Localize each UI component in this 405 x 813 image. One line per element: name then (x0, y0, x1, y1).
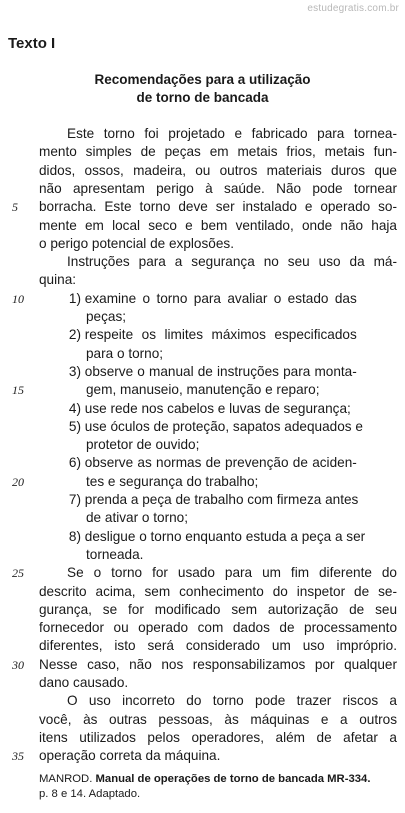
text-line: Este torno foi projetado e fabricado para tornea- (67, 126, 397, 141)
list-item-continuation: gem, manuseio, manutenção e reparo; (86, 382, 320, 398)
list-item-text: use rede nos cabelos e luvas de segurança; (84, 400, 351, 416)
source-pages: p. 8 e 14. Adaptado. (39, 788, 141, 800)
source-author: MANROD. (39, 773, 93, 785)
list-item (39, 326, 397, 344)
document-title (0, 71, 405, 107)
section-label: Texto I (8, 35, 56, 52)
source-work: Manual de operações de torno de bancada MR-334. (95, 773, 371, 785)
list-item (39, 400, 397, 418)
text-line: quina: (39, 272, 77, 288)
list-item-continuation: torneada. (86, 546, 144, 562)
text-line: diferentes, isto será considerado um uso impróprio. (39, 638, 397, 654)
list-item (39, 363, 397, 381)
text-line: Nesse caso, não nos responsabilizamos por qualquer (39, 656, 397, 672)
text-line: mento simples de peças em metais frios, metais fun- (39, 144, 397, 160)
text-line: O uso incorreto do torno pode trazer riscos a (67, 693, 397, 709)
title-line-1: Recomendações para a utilização (94, 72, 311, 87)
text-line: Se o torno for usado para um fim diferente do (67, 565, 397, 581)
list-item-continuation: tes e segurança do trabalho; (86, 473, 259, 489)
list-item (39, 491, 397, 509)
list-item-number: 4) (68, 400, 81, 416)
list-item-number: 8) (68, 528, 81, 544)
title-line-2: de torno de bancada (136, 90, 269, 105)
line-number: 35 (12, 749, 24, 764)
text-line: mente em local seco e bem ventilado, onde não haja (39, 217, 397, 233)
text-line: dano causado. (39, 675, 129, 690)
list-item-number: 3) (68, 363, 81, 379)
text-line: fornecedor ou operado com dados de processamento (39, 620, 397, 636)
text-line: gurança, se for modificado sem autorização de seu (39, 601, 397, 617)
text-line: borracha. Este torno deve ser instalado e operado so- (39, 199, 397, 215)
list-item-text: examine o torno para avaliar o estado das (84, 290, 357, 306)
list-item-text: prenda a peça de trabalho com firmeza antes (84, 492, 359, 507)
text-line: não apresentam perigo à saúde. Não pode tornear (39, 180, 397, 196)
list-item-continuation: de ativar o torno; (86, 510, 189, 526)
list-item-continuation: protetor de ouvido; (86, 437, 200, 453)
text-line: itens utilizados pelos operadores, além de afetar a (39, 729, 397, 745)
list-item-continuation: peças; (86, 309, 127, 324)
line-number: 30 (12, 657, 24, 672)
line-number: 10 (12, 291, 24, 306)
list-item-continuation: para o torno; (86, 345, 164, 361)
text-line: você, às outras pessoas, às máquinas e a outros (39, 711, 397, 727)
source-citation (39, 772, 399, 802)
list-item-text: observe as normas de prevenção de aciden- (84, 455, 357, 471)
list-item (39, 418, 397, 436)
text-line: descrito acima, sem conhecimento do inspetor de se- (39, 583, 397, 599)
text-line: operação correta da máquina. (39, 748, 221, 764)
line-number: 15 (12, 383, 24, 398)
list-item-number: 2) (68, 327, 81, 343)
list-item (39, 454, 397, 472)
list-item-text: use óculos de proteção, sapatos adequados e (84, 418, 363, 434)
text-line: o perigo potencial de explosões. (39, 235, 234, 251)
list-item-number: 6) (68, 455, 81, 471)
list-item-text: desligue o torno enquanto estuda a peça a ser (84, 528, 366, 544)
line-number: 25 (12, 566, 24, 581)
list-item-number: 7) (68, 492, 81, 507)
list-item-text: respeite os limites máximos especificados (84, 327, 357, 343)
list-item (39, 290, 397, 308)
site-watermark: estudegratis.com.br (307, 3, 399, 14)
list-item (39, 528, 397, 546)
line-number: 20 (12, 474, 24, 489)
list-item-number: 1) (68, 290, 81, 306)
list-item-number: 5) (68, 418, 81, 434)
text-line: didos, ossos, madeira, ou outros materiais duros que (39, 162, 397, 178)
list-item-text: observe o manual de instruções para monta- (84, 363, 357, 379)
text-line: Instruções para a segurança no seu uso da má- (67, 254, 397, 270)
line-number: 5 (12, 200, 18, 215)
